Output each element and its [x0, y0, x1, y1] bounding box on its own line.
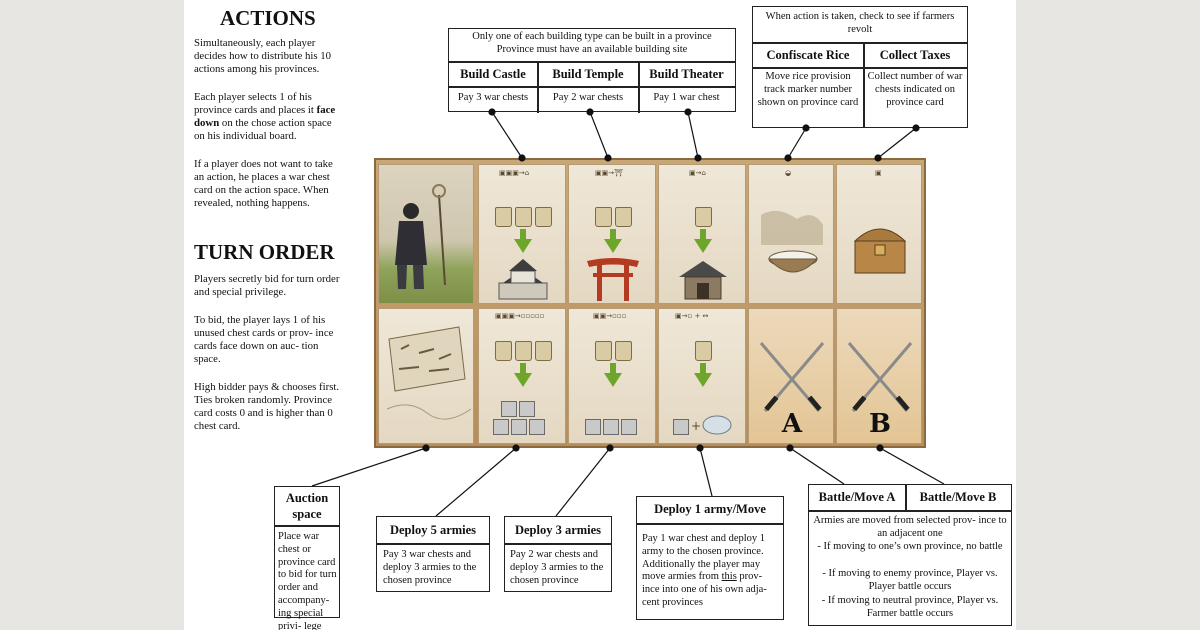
turn-order-heading: TURN ORDER [194, 240, 335, 264]
collect-taxes-text: Collect number of war chests indicated on province card [867, 71, 963, 108]
build-note-2: Province must have an available building site [496, 44, 688, 55]
castle-icon [493, 253, 553, 301]
collect-taxes-title: Collect Taxes [879, 47, 951, 62]
divider [863, 42, 865, 127]
deploy-1-move-text [642, 533, 778, 610]
deploy-5-panel [478, 308, 566, 444]
battle-move-box [808, 484, 1012, 626]
battle-b-panel [836, 308, 922, 444]
war-chest-icon [695, 207, 712, 227]
battle-move-a-title: Battle/Move A [818, 489, 896, 504]
actions-heading: ACTIONS [220, 6, 316, 30]
arrow-down-icon [694, 373, 712, 387]
arrow-down-icon [604, 239, 622, 253]
turn-order-paragraph-3: High bidder pays & chooses first. Ties broken randomly. Province card costs 0 and is higher than 0 chest card. [194, 381, 340, 432]
army-cube-icon [603, 419, 619, 435]
deploy-1-text-underline: this [721, 571, 737, 583]
auction-space-title: Auction space [285, 491, 329, 521]
battle-rule-4: - If moving to neutral province, Player vs. Farmer battle occurs [821, 595, 999, 619]
war-chest-icon [595, 341, 612, 361]
army-cube-icon [529, 419, 545, 435]
war-chest-icon [535, 341, 552, 361]
move-arrows-icon [701, 413, 733, 437]
war-chest-icon [535, 207, 552, 227]
castle-action-panel [478, 164, 566, 304]
player-board-image [374, 158, 926, 448]
theater-action-panel [658, 164, 746, 304]
divider [537, 61, 539, 113]
deploy-3-box [504, 516, 612, 592]
deploy-5-text: Pay 3 war chests and deploy 3 armies to the chosen province [383, 549, 477, 586]
map-icon [379, 309, 475, 445]
deploy-5-title: Deploy 5 armies [389, 522, 477, 537]
turn-order-paragraph-1: Players secretly bid for turn order and special privilege. [194, 273, 340, 298]
build-castle-title: Build Castle [460, 66, 526, 81]
build-theater-title: Build Theater [649, 66, 724, 81]
samurai-portrait [378, 164, 474, 304]
actions-paragraph-1: Simultaneously, each player decides how to distribute his 10 actions among his provinces. [194, 37, 332, 75]
army-cube-icon [585, 419, 601, 435]
build-castle-cost: Pay 3 war chests [457, 92, 529, 103]
cost-icons: ▣▣→⛩ [595, 169, 623, 177]
rice-bowl-icon [757, 205, 827, 285]
deploy-3-panel [568, 308, 656, 444]
divider [637, 523, 783, 525]
torii-gate-icon [583, 255, 643, 301]
deploy-1-text-pre: Pay 1 war chest and deploy 1 army to the chosen province. Additionally the player may move armies from [642, 533, 766, 583]
battle-move-b-title: Battle/Move B [919, 489, 997, 504]
battle-a-panel [748, 308, 834, 444]
deploy-3-title: Deploy 3 armies [514, 522, 602, 537]
arrow-down-icon [514, 373, 532, 387]
plus-icon: + [691, 419, 702, 433]
war-chest-icon [515, 341, 532, 361]
deploy-3-text: Pay 2 war chests and deploy 3 armies to the chosen province [510, 549, 604, 586]
army-cube-icon [501, 401, 517, 417]
divider [905, 485, 907, 510]
face-down-emphasis: face down [194, 104, 336, 129]
actions-paragraph-3: If a player does not want to take an action, he places a war chest card on the action space. When revealed, nothing happens. [194, 158, 333, 209]
war-chest-icon [515, 207, 532, 227]
build-temple-title: Build Temple [552, 66, 624, 81]
war-chest-icon [495, 341, 512, 361]
divider [809, 510, 1011, 512]
revolt-box [752, 6, 968, 128]
turn-order-paragraph-2: To bid, the player lays 1 of his unused chest cards or prov- ince cards face down on auc- tion space. [194, 314, 334, 365]
confiscate-rice-panel [748, 164, 834, 304]
divider [449, 86, 735, 88]
divider [753, 67, 967, 69]
army-cube-icon [511, 419, 527, 435]
battle-b-glyph: B [869, 409, 891, 439]
collect-taxes-panel [836, 164, 922, 304]
battle-rule-3: - If moving to enemy province, Player vs. Player battle occurs [822, 568, 998, 592]
arrow-down-icon [694, 239, 712, 253]
rules-sheet [184, 0, 1016, 630]
cost-icons: ▣→⌂ [689, 169, 706, 177]
deploy-1-move-title: Deploy 1 army/Move [654, 501, 766, 516]
treasure-chest-icon [847, 213, 913, 283]
rice-icon: ◒ [785, 169, 792, 177]
army-cube-icon [493, 419, 509, 435]
auction-space-text: Place war chest or province card to bid for turn order and accompany- ing special privi- lege [278, 531, 337, 630]
auction-space-box [274, 486, 340, 630]
cost-icons: ▣▣→▫▫▫ [593, 312, 627, 320]
war-chest-icon [615, 207, 632, 227]
cost-icons: ▣▣▣→▫▫▫▫▫ [495, 312, 545, 320]
battle-rule-1: Armies are moved from selected prov- ince to an adjacent one [813, 515, 1007, 539]
war-chest-icon [695, 341, 712, 361]
build-theater-cost: Pay 1 war chest [653, 92, 720, 103]
cost-icons: ▣→▫ + ↔ [675, 312, 709, 320]
actions-paragraph-2 [194, 91, 344, 143]
army-cube-icon [621, 419, 637, 435]
battle-a-glyph: A [781, 409, 803, 439]
temple-action-panel [568, 164, 656, 304]
cost-icons: ▣▣▣→⌂ [499, 169, 530, 177]
actions-p2-pre: Each player selects 1 of his province cards and places it [194, 91, 317, 116]
battle-rule-2: - If moving to one’s own province, no battle [817, 541, 1003, 552]
deploy-1-text-post: prov- ince into one of his own adja- cent provinces [642, 571, 767, 608]
army-cube-icon [673, 419, 689, 435]
arrow-down-icon [514, 239, 532, 253]
build-temple-cost: Pay 2 war chests [552, 92, 624, 103]
deploy-5-box [376, 516, 490, 592]
arrow-down-icon [604, 373, 622, 387]
build-note-1: Only one of each building type can be built in a province [472, 31, 712, 42]
army-cube-icon [519, 401, 535, 417]
confiscate-rice-text: Move rice provision track marker number shown on province card [757, 71, 859, 108]
revolt-note: When action is taken, check to see if farmers revolt [765, 11, 955, 35]
auction-space-panel [378, 308, 474, 444]
war-chest-icon [615, 341, 632, 361]
deploy-1-move-panel [658, 308, 746, 444]
actions-p2-post: on the chose action space on his individual board. [194, 117, 332, 142]
divider [275, 525, 339, 527]
deploy-1-move-box [636, 496, 784, 620]
divider [638, 61, 640, 113]
confiscate-rice-title: Confiscate Rice [766, 47, 850, 62]
chest-icon: ▣ [875, 169, 882, 177]
build-box [448, 28, 736, 112]
theater-icon [673, 255, 733, 301]
samurai-icon [379, 165, 475, 305]
war-chest-icon [595, 207, 612, 227]
divider [377, 543, 489, 545]
war-chest-icon [495, 207, 512, 227]
divider [505, 543, 611, 545]
